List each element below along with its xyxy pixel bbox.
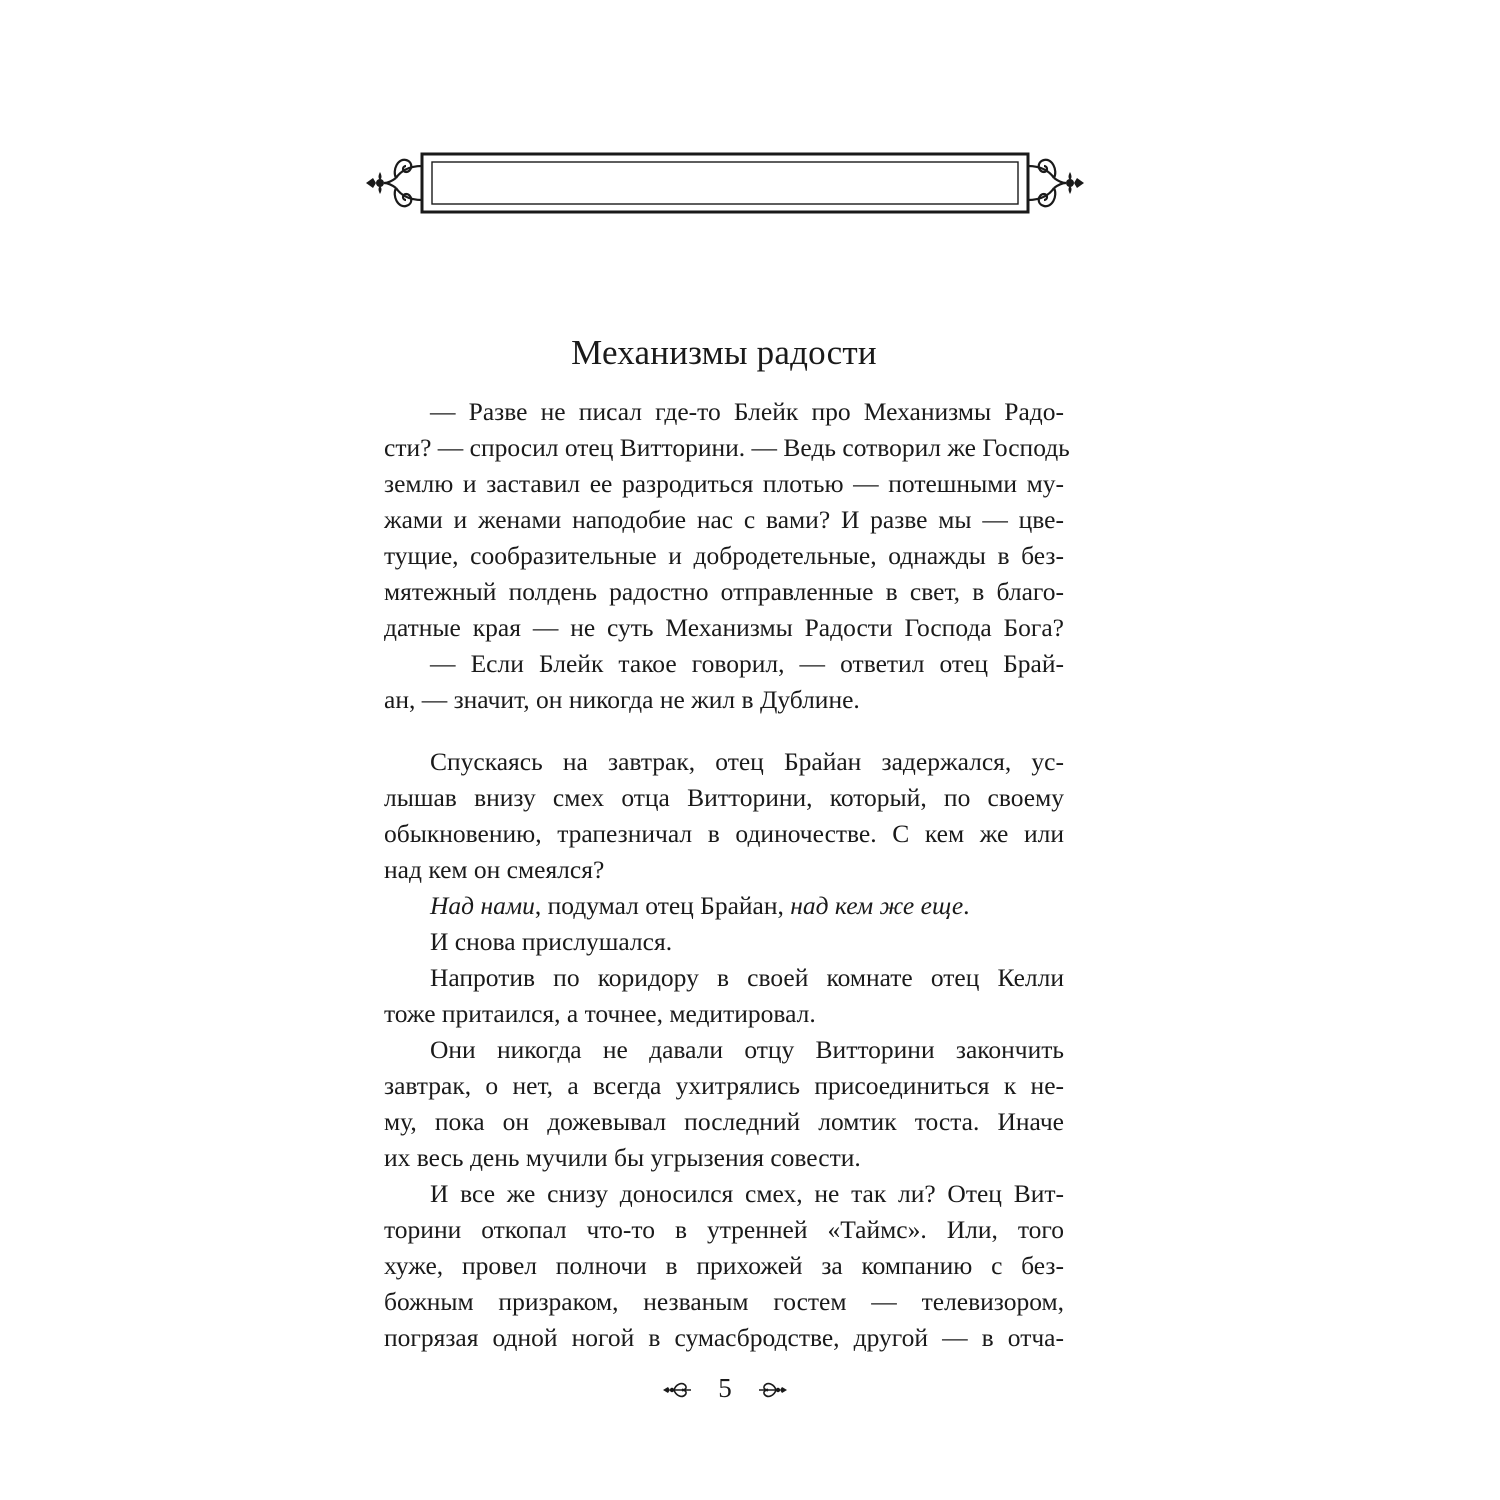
chapter-title: Механизмы радости xyxy=(571,333,877,372)
text-line: жами и женами наподобие нас с вами? И разве мы — цве- xyxy=(384,505,1064,534)
text-line: ан, — значит, он никогда не жил в Дублине. xyxy=(384,685,860,714)
text-line: хуже, провел полночи в прихожей за компанию с без- xyxy=(384,1251,1064,1280)
text-line: божным призраком, незваным гостем — телевизором, xyxy=(384,1287,1064,1316)
right-flourish-icon xyxy=(758,1378,788,1402)
text-line: тущие, сообразительные и добродетельные, однажды в без- xyxy=(384,541,1064,570)
text-line: их весь день мучили бы угрызения совести. xyxy=(384,1143,861,1172)
text-line: — Если Блейк такое говорил, — ответил отец Брай- xyxy=(430,649,1064,678)
text-span: . xyxy=(963,891,970,920)
text-line: датные края — не суть Механизмы Радости Господа Бога? xyxy=(384,613,1064,642)
header-ornament-frame xyxy=(362,150,1088,216)
text-line: Напротив по коридору в своей комнате отец Келли xyxy=(430,963,1064,992)
text-line: обыкновению, трапезничал в одиночестве. С кем же или xyxy=(384,819,1064,848)
text-span: , подумал отец Брайан, xyxy=(534,891,791,920)
text-line: Они никогда не давали отцу Витторини закончить xyxy=(430,1035,1064,1064)
left-scroll-icon xyxy=(384,160,422,206)
text-line: над кем он смеялся? xyxy=(384,855,605,884)
italic-phrase: Над нами xyxy=(430,891,535,920)
italic-thought-line xyxy=(430,888,1064,924)
text-line: мятежный полдень радостно отправленные в свет, в благо- xyxy=(384,577,1064,606)
text-line: погрязая одной ногой в сумасбродстве, другой — в отча- xyxy=(384,1323,1064,1352)
text-line: му, пока он дожевывал последний ломтик тоста. Иначе xyxy=(384,1107,1064,1136)
left-flourish-icon xyxy=(662,1378,692,1402)
text-line: И все же снизу доносился смех, не так ли? Отец Вит- xyxy=(430,1179,1064,1208)
page-number: 5 xyxy=(718,1373,732,1403)
page-footer xyxy=(660,1370,840,1410)
italic-phrase: над кем же еще xyxy=(790,891,964,920)
text-line: И снова прислушался. xyxy=(430,927,673,956)
text-line: лышав внизу смех отца Витторини, который, по своему xyxy=(384,783,1064,812)
text-line: торини откопал что-то в утренней «Таймс». Или, того xyxy=(384,1215,1064,1244)
text-line: сти? — спросил отец Витторини. — Ведь сотворил же Господь xyxy=(384,433,1070,462)
text-line: Спускаясь на завтрак, отец Брайан задержался, ус- xyxy=(430,747,1064,776)
text-line: землю и заставил ее разродиться плотью — потешными му- xyxy=(384,469,1064,498)
right-scroll-icon xyxy=(1028,160,1066,206)
text-line: тоже притаился, а точнее, медитировал. xyxy=(384,999,816,1028)
text-line: — Разве не писал где-то Блейк про Механизмы Радо- xyxy=(430,397,1064,426)
text-line: завтрак, о нет, а всегда ухитрялись присоединиться к не- xyxy=(384,1071,1064,1100)
